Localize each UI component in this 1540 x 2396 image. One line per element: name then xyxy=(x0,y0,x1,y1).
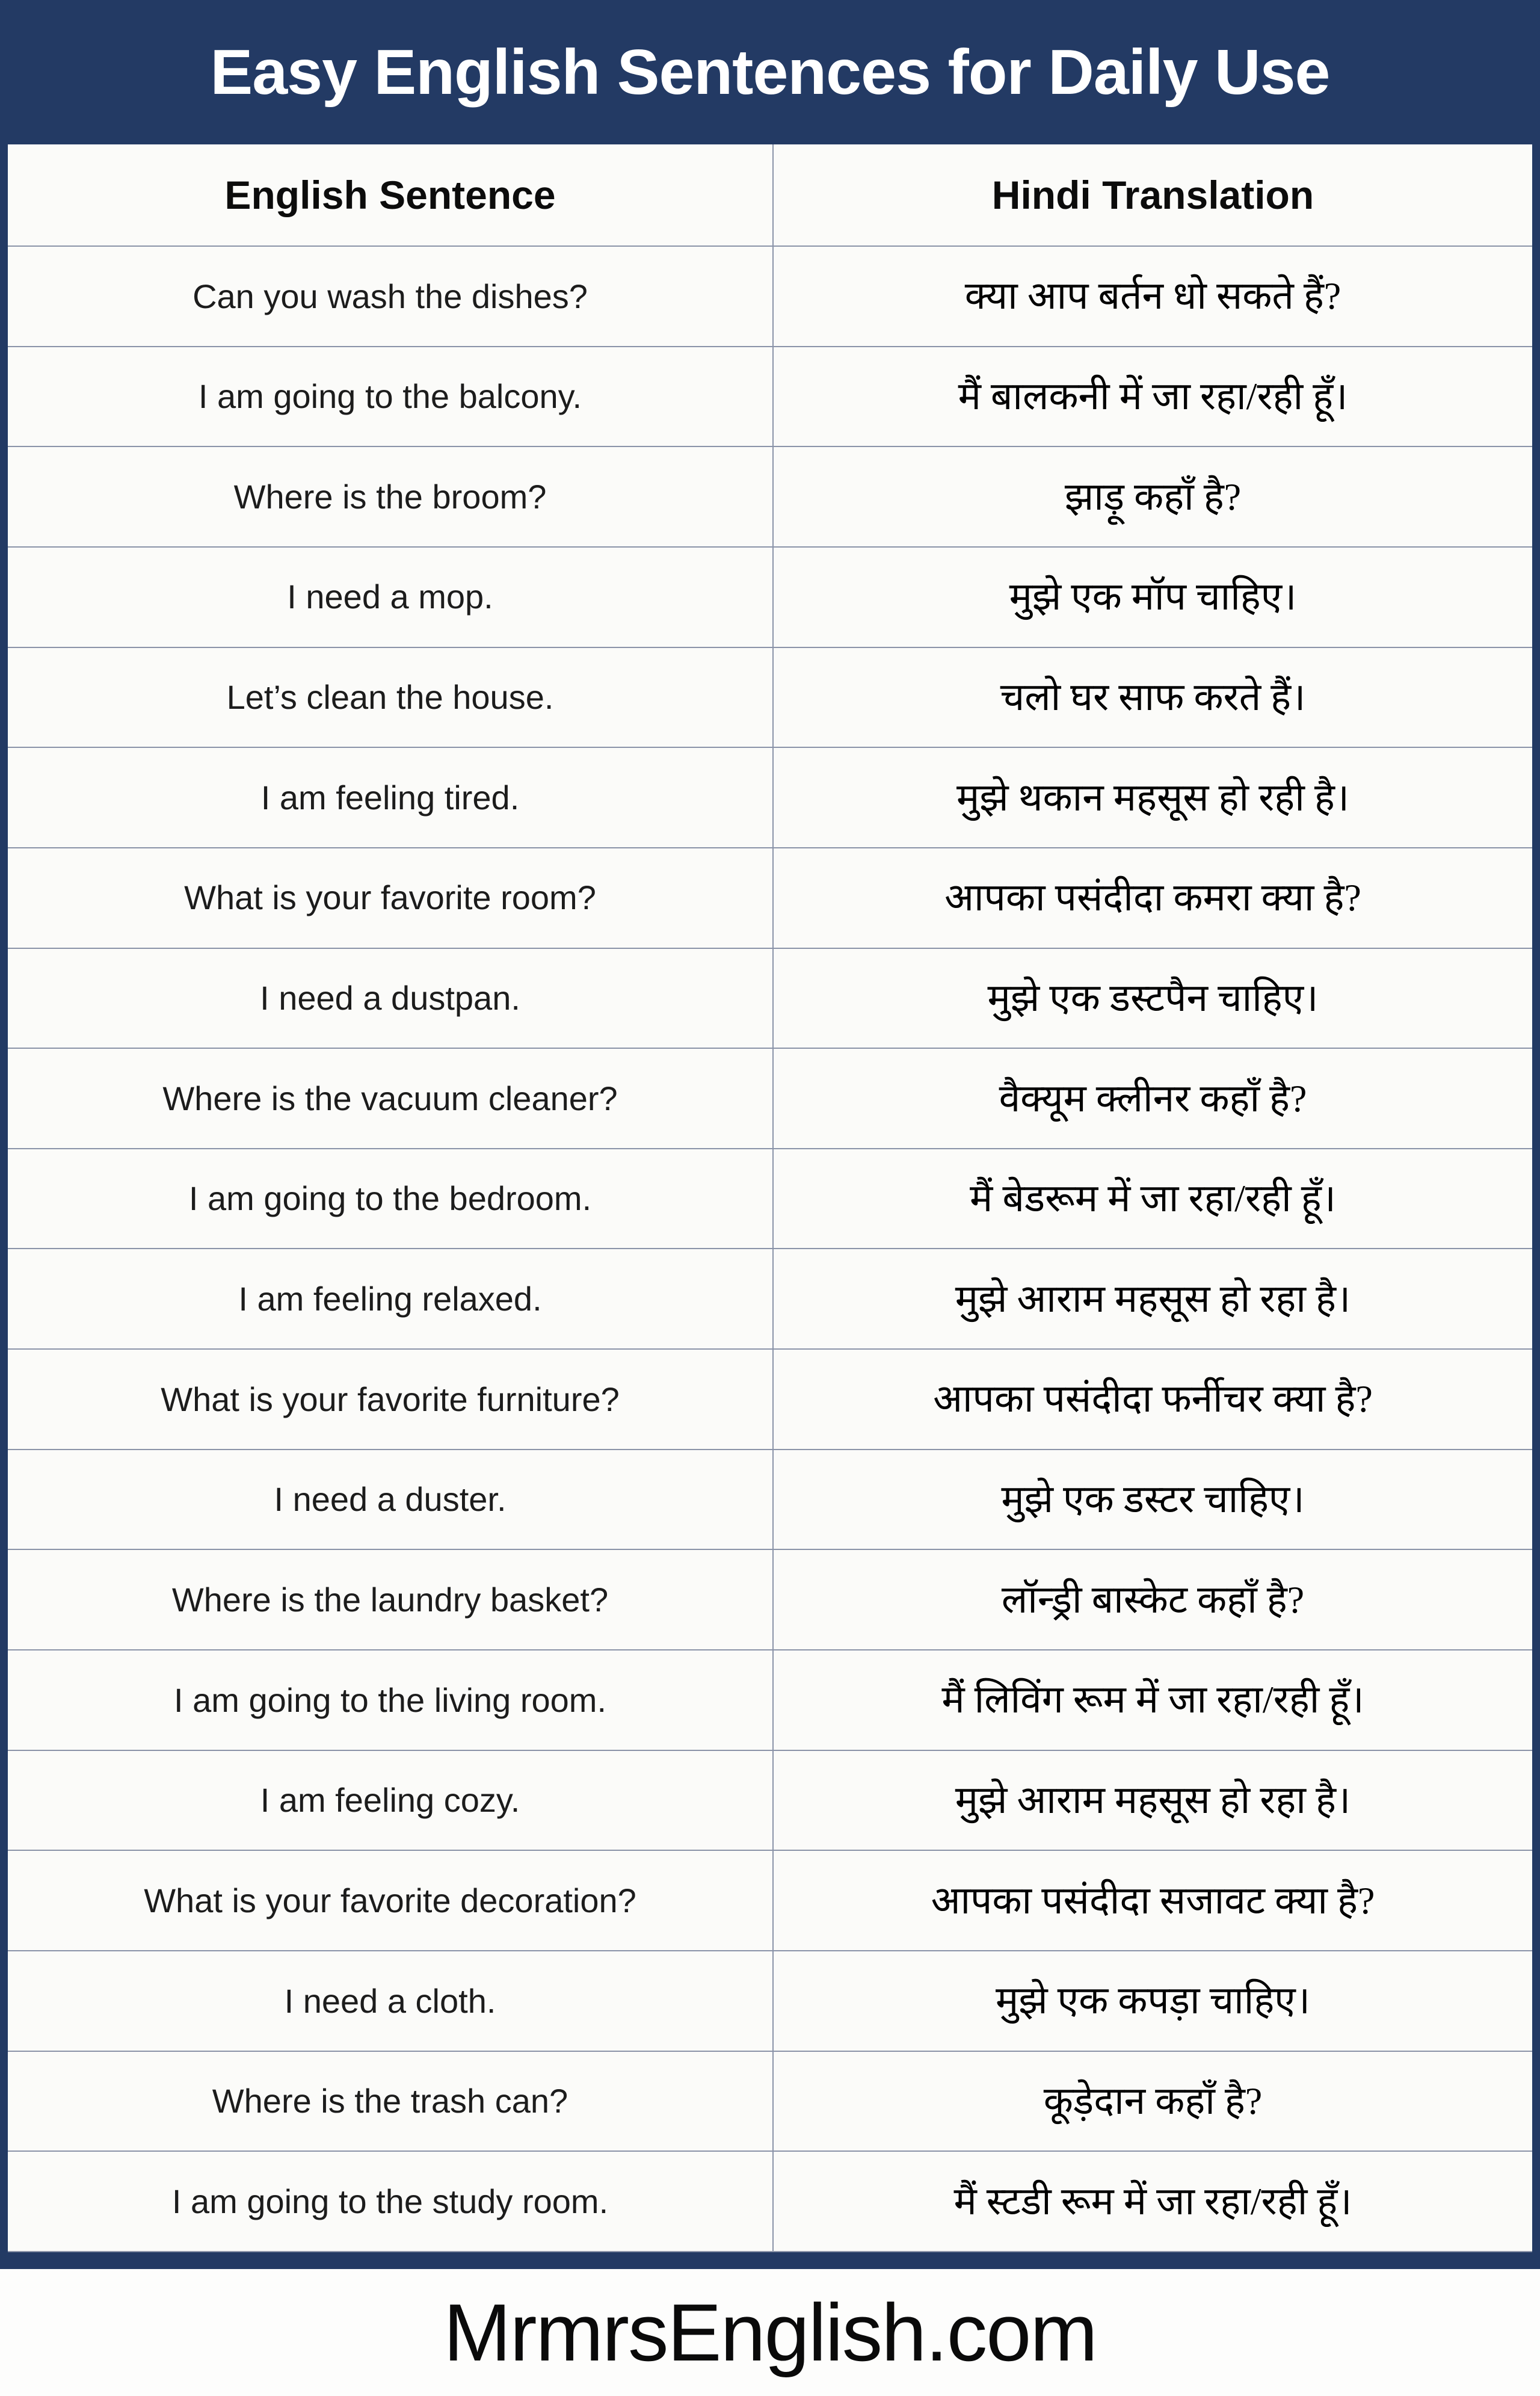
english-cell xyxy=(8,1049,774,1148)
english-cell xyxy=(8,1149,774,1249)
hindi-translation: चलो घर साफ करते हैं। xyxy=(1000,675,1306,718)
website-name: MrmrsEnglish.com xyxy=(443,2287,1097,2378)
english-cell xyxy=(8,1851,774,1950)
english-sentence: Where is the trash can? xyxy=(212,2082,568,2120)
table-row xyxy=(8,247,1532,347)
english-sentence: What is your favorite room? xyxy=(184,878,596,917)
english-cell xyxy=(8,2152,774,2251)
english-sentence: Where is the laundry basket? xyxy=(171,1580,609,1619)
table-row xyxy=(8,2052,1532,2152)
hindi-translation: वैक्यूम क्लीनर कहाँ है? xyxy=(999,1076,1307,1120)
english-cell xyxy=(8,748,774,847)
english-sentence: What is your favorite decoration? xyxy=(144,1881,636,1919)
hindi-cell xyxy=(774,2052,1532,2151)
hindi-cell xyxy=(774,949,1532,1048)
table-body xyxy=(8,247,1532,2252)
bottom-divider-bar xyxy=(0,2252,1540,2269)
hindi-cell xyxy=(774,748,1532,847)
english-sentence: I am going to the balcony. xyxy=(198,377,582,416)
hindi-cell xyxy=(774,1350,1532,1449)
english-sentence: Can you wash the dishes? xyxy=(192,277,588,315)
english-sentence: I need a duster. xyxy=(274,1480,507,1519)
hindi-translation: मैं बालकनी में जा रहा/रही हूँ। xyxy=(958,374,1348,418)
hindi-cell xyxy=(774,1049,1532,1148)
table-row xyxy=(8,1951,1532,2052)
table-row xyxy=(8,1249,1532,1350)
english-sentence: I am feeling tired. xyxy=(260,778,520,817)
table-header-row xyxy=(8,144,1532,247)
table-row xyxy=(8,1450,1532,1551)
hindi-cell xyxy=(774,1951,1532,2051)
hindi-translation: लॉन्ड्री बास्केट कहाँ है? xyxy=(1001,1578,1305,1621)
hindi-translation: कूड़ेदान कहाँ है? xyxy=(1043,2080,1263,2123)
english-cell xyxy=(8,2052,774,2151)
english-sentence: I am going to the bedroom. xyxy=(188,1179,592,1218)
table-row xyxy=(8,1350,1532,1450)
column-header-hindi: Hindi Translation xyxy=(991,173,1314,217)
hindi-translation: मुझे एक डस्टर चाहिए। xyxy=(1001,1478,1305,1521)
english-sentence: I am feeling cozy. xyxy=(260,1781,520,1820)
table-row xyxy=(8,347,1532,448)
english-sentence: I am going to the living room. xyxy=(173,1681,607,1719)
english-cell xyxy=(8,1249,774,1348)
table-row xyxy=(8,949,1532,1049)
english-cell xyxy=(8,648,774,747)
page-title: Easy English Sentences for Daily Use xyxy=(210,36,1330,108)
table-row xyxy=(8,1650,1532,1751)
hindi-translation: मुझे आराम महसूस हो रहा है। xyxy=(955,1779,1351,1822)
table-row xyxy=(8,848,1532,949)
table-row xyxy=(8,2152,1532,2252)
english-sentence: Let’s clean the house. xyxy=(226,678,554,717)
sentence-table xyxy=(0,144,1540,2252)
english-sentence: I am going to the study room. xyxy=(171,2182,609,2220)
hindi-cell xyxy=(774,648,1532,747)
english-cell xyxy=(8,1550,774,1649)
hindi-cell xyxy=(774,347,1532,446)
hindi-translation: आपका पसंदीदा सजावट क्या है? xyxy=(931,1879,1375,1922)
table-row xyxy=(8,548,1532,648)
hindi-cell xyxy=(774,447,1532,546)
table-row xyxy=(8,648,1532,749)
hindi-cell xyxy=(774,848,1532,948)
table-row xyxy=(8,1049,1532,1149)
column-header-english: English Sentence xyxy=(8,144,774,245)
english-sentence: What is your favorite furniture? xyxy=(161,1380,620,1418)
english-sentence: I need a dustpan. xyxy=(260,979,520,1017)
hindi-translation: क्या आप बर्तन धो सकते हैं? xyxy=(964,274,1341,318)
table-row xyxy=(8,1149,1532,1250)
hindi-translation: मुझे एक डस्टपैन चाहिए। xyxy=(987,976,1319,1019)
english-cell xyxy=(8,548,774,647)
hindi-translation: झाड़ू कहाँ है? xyxy=(1064,475,1242,518)
english-sentence: Where is the vacuum cleaner? xyxy=(162,1079,618,1117)
hindi-cell xyxy=(774,1851,1532,1950)
table-row xyxy=(8,1751,1532,1851)
english-cell xyxy=(8,949,774,1048)
hindi-cell xyxy=(774,247,1532,346)
hindi-cell xyxy=(774,1751,1532,1850)
table-row xyxy=(8,1851,1532,1951)
hindi-translation: मुझे एक मॉप चाहिए। xyxy=(1009,575,1297,619)
english-cell xyxy=(8,1350,774,1449)
hindi-translation: मैं स्टडी रूम में जा रहा/रही हूँ। xyxy=(953,2179,1352,2223)
hindi-translation: मैं बेडरूम में जा रहा/रही हूँ। xyxy=(970,1177,1336,1220)
english-sentence: Where is the broom? xyxy=(233,477,547,516)
hindi-translation: आपका पसंदीदा फर्नीचर क्या है? xyxy=(933,1377,1373,1421)
english-cell xyxy=(8,1951,774,2051)
hindi-cell xyxy=(774,1550,1532,1649)
english-cell xyxy=(8,247,774,346)
english-cell xyxy=(8,347,774,446)
english-cell xyxy=(8,447,774,546)
hindi-translation: मुझे एक कपड़ा चाहिए। xyxy=(996,1979,1310,2022)
english-cell xyxy=(8,1450,774,1549)
english-sentence: I need a mop. xyxy=(287,578,493,616)
title-band xyxy=(0,0,1540,144)
hindi-translation: मुझे थकान महसूस हो रही है। xyxy=(956,776,1350,819)
table-row xyxy=(8,447,1532,548)
table-row xyxy=(8,748,1532,848)
hindi-cell xyxy=(774,548,1532,647)
english-sentence: I need a cloth. xyxy=(284,1981,496,2020)
hindi-cell xyxy=(774,2152,1532,2251)
hindi-translation: मैं लिविंग रूम में जा रहा/रही हूँ। xyxy=(941,1678,1364,1721)
hindi-cell xyxy=(774,1450,1532,1549)
english-sentence: I am feeling relaxed. xyxy=(238,1280,542,1318)
hindi-cell xyxy=(774,1249,1532,1348)
hindi-cell xyxy=(774,1149,1532,1249)
hindi-translation: आपका पसंदीदा कमरा क्या है? xyxy=(944,876,1361,919)
english-cell xyxy=(8,848,774,948)
hindi-cell xyxy=(774,1650,1532,1750)
table-row xyxy=(8,1550,1532,1650)
english-cell xyxy=(8,1650,774,1750)
footer xyxy=(0,2269,1540,2396)
hindi-translation: मुझे आराम महसूस हो रहा है। xyxy=(955,1277,1351,1320)
english-cell xyxy=(8,1751,774,1850)
